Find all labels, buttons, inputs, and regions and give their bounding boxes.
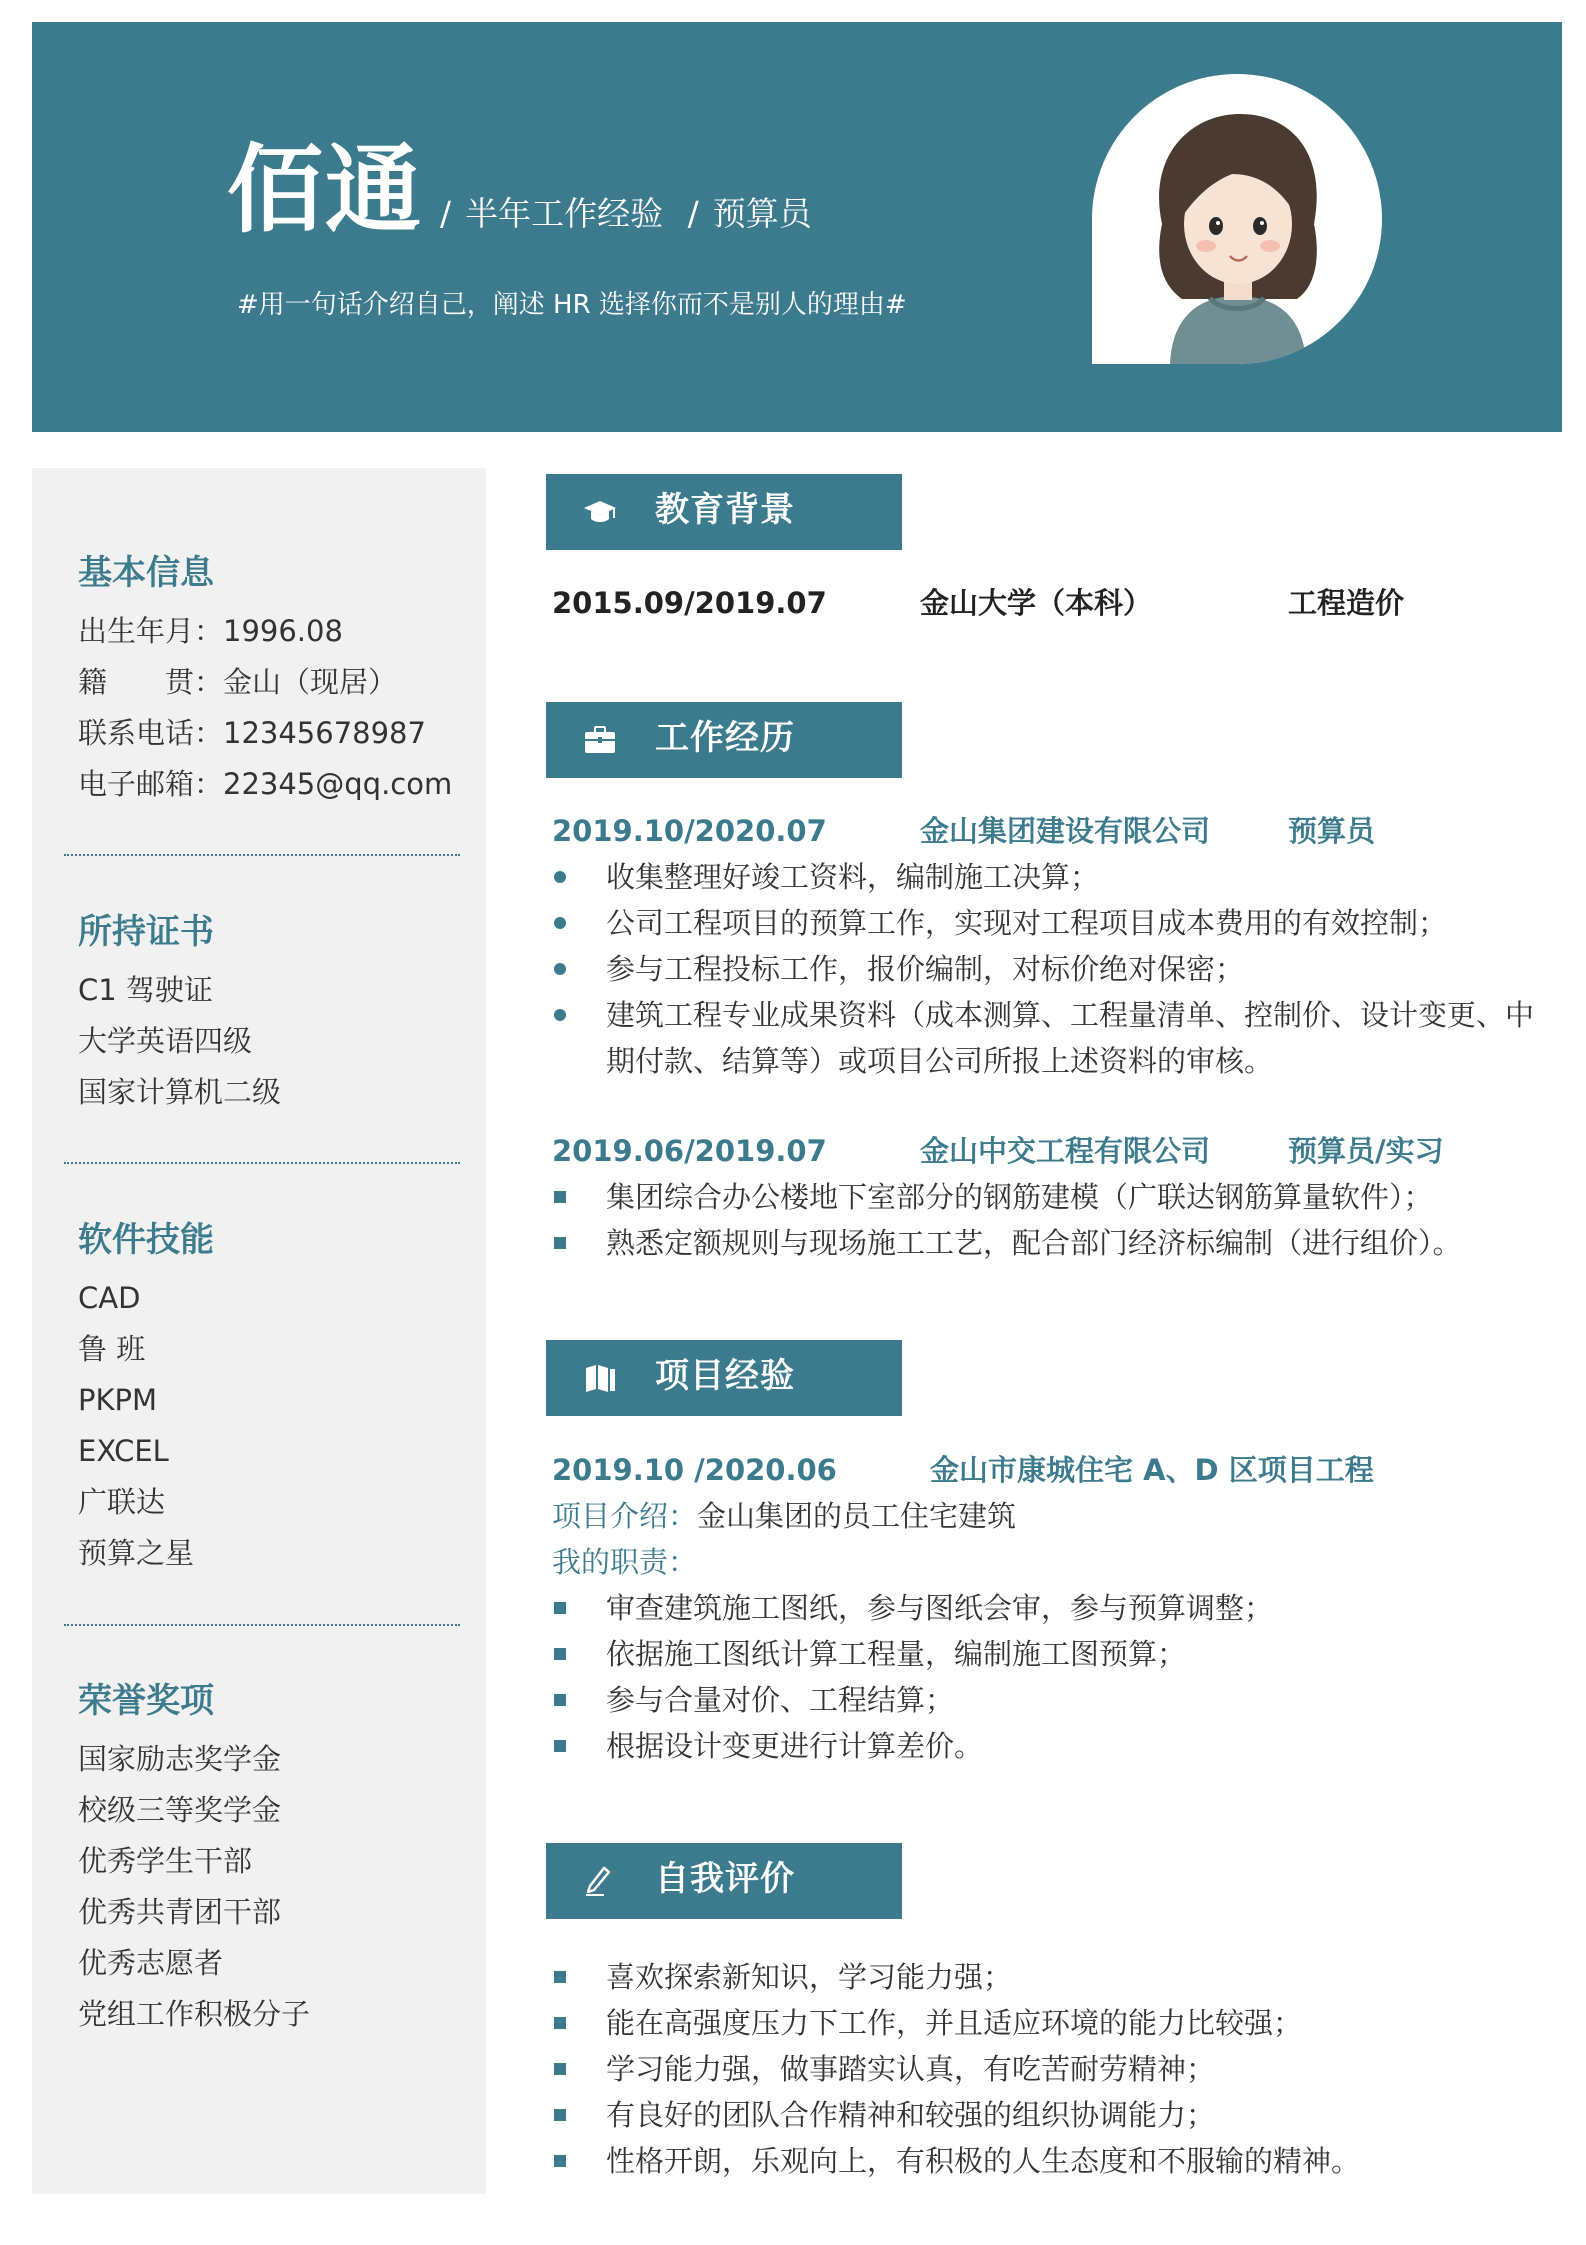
separator: /	[440, 194, 452, 233]
project-period: 2019.10 /2020.06	[552, 1453, 837, 1487]
basic-info-title: 基本信息	[78, 553, 214, 593]
bullet-icon	[554, 1191, 566, 1203]
separator: /	[687, 194, 699, 233]
project-intro-label: 项目介绍：	[552, 1499, 698, 1533]
list-item: 参与工程投标工作，报价编制，对标价绝对保密；	[552, 946, 1552, 992]
job-duties-list	[552, 854, 1552, 1084]
bullet-icon	[554, 2155, 566, 2167]
hometown: 籍 贯：金山（现居）	[78, 665, 398, 699]
list-item: 根据设计变更进行计算差价。	[552, 1723, 1552, 1769]
list-item: 国家计算机二级	[78, 1075, 282, 1109]
list-item: 收集整理好竣工资料，编制施工决算；	[552, 854, 1552, 900]
list-item: 校级三等奖学金	[78, 1793, 282, 1827]
honors-section	[78, 1681, 478, 2040]
list-item: 优秀学生干部	[78, 1844, 253, 1878]
list-item: C1 驾驶证	[78, 973, 213, 1007]
divider	[64, 1624, 460, 1626]
work-header	[546, 702, 902, 778]
candidate-name: 佰通	[227, 134, 423, 246]
project-name: 金山市康城住宅 A、D 区项目工程	[930, 1453, 1374, 1487]
self-eval-header	[546, 1843, 902, 1919]
bullet-icon	[554, 1009, 566, 1021]
job-role: 预算员/实习	[1288, 1134, 1444, 1168]
list-item: 喜欢探索新知识，学习能力强；	[552, 1954, 1552, 2000]
birth-date: 出生年月：1996.08	[78, 614, 343, 648]
list-item: 依据施工图纸计算工程量，编制施工图预算；	[552, 1631, 1552, 1677]
skills-section	[78, 1220, 478, 1579]
list-item: PKPM	[78, 1383, 158, 1417]
divider	[64, 854, 460, 856]
self-intro-motto: #用一句话介绍自己，阐述 HR 选择你而不是别人的理由#	[237, 290, 907, 320]
work-title: 工作经历	[655, 718, 795, 758]
self-eval-title: 自我评价	[655, 1859, 795, 1899]
bullet-icon	[554, 2063, 566, 2075]
list-item: 鲁 班	[78, 1332, 146, 1366]
job-company: 金山中交工程有限公司	[920, 1134, 1211, 1168]
list-item: 预算之星	[78, 1536, 195, 1570]
list-item: 性格开朗，乐观向上，有积极的人生态度和不服输的精神。	[552, 2138, 1552, 2184]
list-item: 党组工作积极分子	[78, 1997, 311, 2031]
job-period: 2019.10/2020.07	[552, 814, 827, 848]
list-item: 集团综合办公楼地下室部分的钢筋建模（广联达钢筋算量软件）；	[552, 1174, 1552, 1220]
job-role: 预算员	[1288, 814, 1376, 848]
project-duty-label: 我的职责：	[552, 1545, 698, 1579]
list-item: 学习能力强，做事踏实认真，有吃苦耐劳精神；	[552, 2046, 1552, 2092]
briefcase-icon	[582, 724, 618, 756]
email: 电子邮箱：22345@qq.com	[78, 767, 453, 801]
avatar-illustration	[1092, 74, 1382, 364]
certificates-title: 所持证书	[78, 912, 214, 952]
list-item: 能在高强度压力下工作，并且适应环境的能力比较强；	[552, 2000, 1552, 2046]
list-item: 公司工程项目的预算工作，实现对工程项目成本费用的有效控制；	[552, 900, 1552, 946]
bullet-icon	[554, 1971, 566, 1983]
project-duties-list	[552, 1585, 1552, 1769]
job-period: 2019.06/2019.07	[552, 1134, 827, 1168]
list-item: 有良好的团队合作精神和较强的组织协调能力；	[552, 2092, 1552, 2138]
list-item: 优秀志愿者	[78, 1946, 224, 1980]
bullet-icon	[554, 2109, 566, 2121]
bullet-icon	[554, 871, 566, 883]
bullet-icon	[554, 1694, 566, 1706]
pen-icon	[582, 1865, 618, 1897]
avatar	[1092, 74, 1382, 364]
project-header	[546, 1340, 902, 1416]
bullet-icon	[554, 1237, 566, 1249]
list-item: CAD	[78, 1281, 141, 1315]
list-item: EXCEL	[78, 1434, 169, 1468]
bullet-icon	[554, 1648, 566, 1660]
list-item: 大学英语四级	[78, 1024, 253, 1058]
experience-text: 半年工作经验	[465, 194, 664, 233]
list-item: 熟悉定额规则与现场施工工艺，配合部门经济标编制（进行组价）。	[552, 1220, 1552, 1266]
position-text: 预算员	[712, 194, 812, 233]
list-item: 参与合量对价、工程结算；	[552, 1677, 1552, 1723]
phone: 联系电话：12345678987	[78, 716, 426, 750]
basic-info-section	[78, 553, 478, 810]
list-item: 优秀共青团干部	[78, 1895, 282, 1929]
education-major: 工程造价	[1288, 586, 1405, 620]
bullet-icon	[554, 963, 566, 975]
certificates-section	[78, 912, 478, 1118]
header-banner	[32, 22, 1562, 432]
list-item: 广联达	[78, 1485, 166, 1519]
skills-title: 软件技能	[78, 1220, 214, 1260]
project-intro	[552, 1499, 1017, 1533]
self-eval-list	[552, 1954, 1552, 2184]
education-title: 教育背景	[655, 490, 795, 530]
bullet-icon	[554, 917, 566, 929]
project-title: 项目经验	[655, 1356, 795, 1396]
project-intro-text: 金山集团的员工住宅建筑	[697, 1499, 1017, 1533]
education-header	[546, 474, 902, 550]
bullet-icon	[554, 2017, 566, 2029]
list-item: 审查建筑施工图纸，参与图纸会审，参与预算调整；	[552, 1585, 1552, 1631]
graduation-cap-icon	[582, 496, 618, 528]
job-company: 金山集团建设有限公司	[920, 814, 1211, 848]
header-roles	[440, 194, 812, 233]
list-item: 国家励志奖学金	[78, 1742, 282, 1776]
list-item: 建筑工程专业成果资料（成本测算、工程量清单、控制价、设计变更、中期付款、结算等）或项目公司所报上述资料的审核。	[552, 992, 1552, 1084]
divider	[64, 1162, 460, 1164]
bullet-icon	[554, 1740, 566, 1752]
education-period: 2015.09/2019.07	[552, 586, 827, 620]
bullet-icon	[554, 1602, 566, 1614]
books-icon	[582, 1362, 618, 1394]
education-school: 金山大学（本科）	[920, 586, 1153, 620]
sidebar	[32, 468, 486, 2194]
honors-title: 荣誉奖项	[78, 1681, 214, 1721]
job-duties-list	[552, 1174, 1552, 1266]
